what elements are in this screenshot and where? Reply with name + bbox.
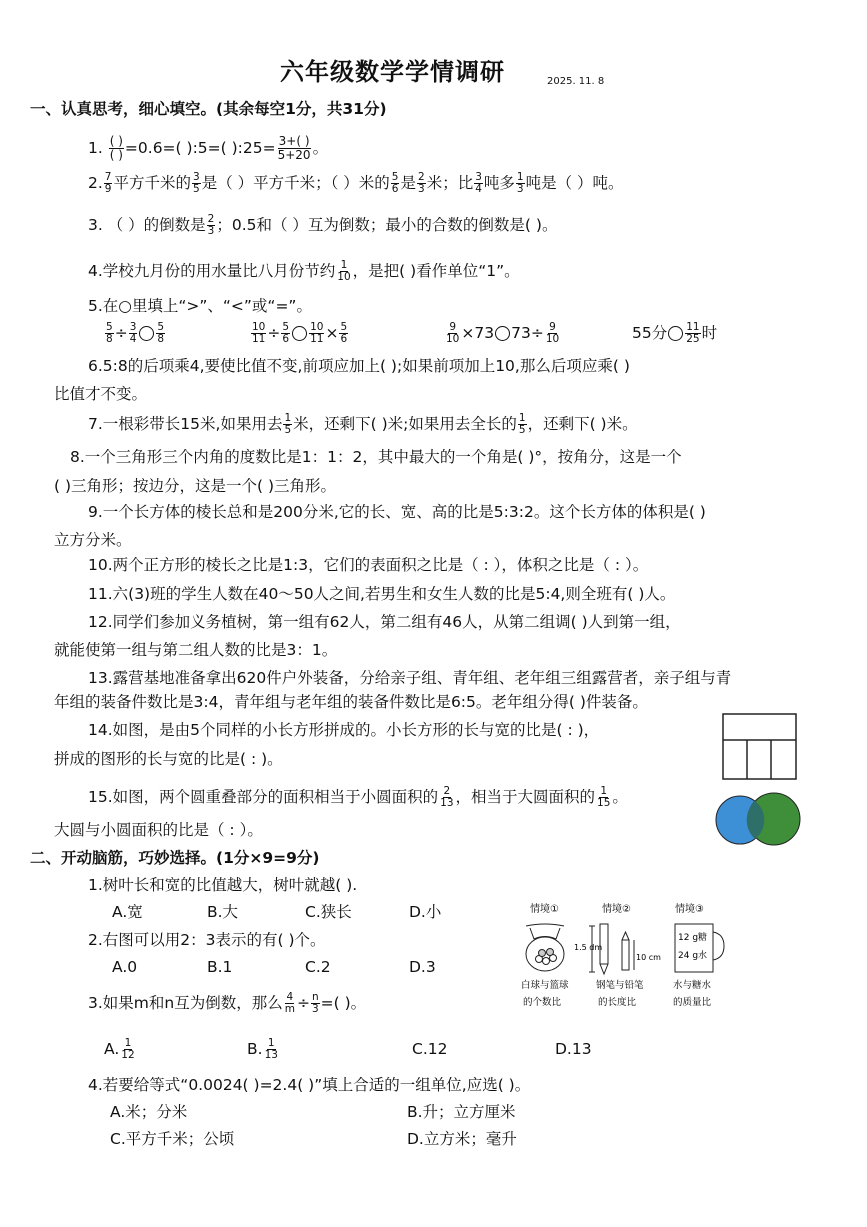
cup-icon [675,924,724,972]
scene-3-sugar: 12 g糖 [678,933,708,943]
choice-question-2: 2.右图可以用2：3表示的有( )个。 [88,931,326,949]
fraction: $\frac{( )}{( )}$ [109,134,123,162]
option-a[interactable]: A.米；分米 [110,1103,188,1121]
option-b[interactable]: B.大 [207,903,239,921]
question-13-line-2: 年组的装备件数比是3:4，青年组与老年组的装备件数比是6:5。老年组分得( )件装备。 [54,693,648,711]
question-14-line-1: 14.如图，是由5个同样的小长方形拼成的。小长方形的长与宽的比是( : )， [88,721,600,739]
option-a[interactable]: A.0 [112,958,138,976]
scene-2-label: 情境② [602,904,631,915]
choice-question-4: 4.若要给等式“0.0024( )=2.4( )”填上合适的一组单位,应选( )。 [88,1076,531,1094]
answer-circle[interactable] [139,326,154,341]
scenes-figure [512,898,737,1016]
question-4: 4.学校九月份的用水量比八月份节约 $\frac{1}{10}$ ，是把( )看作单位“1”。 [88,259,520,283]
option-a[interactable]: A. $\frac{1}{12}$ [104,1037,135,1061]
scene-1-caption-line-2: 的个数比 [523,997,562,1008]
question-3: 3. （ ）的倒数是 $\frac{2}{3}$ ；0.5和（ ）互为倒数；最小的合数的倒数是( )。 [88,213,558,237]
question-2: 2. $\frac{7}{9}$ 平方千米的 $\frac{3}{5}$ 是（ ）平方千米；（ ）米的 $\frac{5}{6}$ 是 $\frac{2}{3}$ 米；比 $\frac{3}{4}$ 吨多 $\frac{1}{3}$ 吨是（ ）吨。 [88,171,624,195]
choice-question-1: 1.树叶长和宽的比值越大，树叶就越( ). [88,876,358,894]
overlapping-circles-figure [714,791,804,847]
question-10: 10.两个正方形的棱长之比是1:3，它们的表面积之比是（ : ），体积之比是（ : ）。 [88,556,649,574]
scene-3-caption-line-2: 的质量比 [673,997,712,1008]
scene-1-caption-line-1: 白球与篮球 [521,980,569,991]
scene-3-caption-line-1: 水与糖水 [673,980,712,991]
option-d[interactable]: D.3 [409,958,436,976]
question-1: 1. $\frac{( )}{( )}$ =0.6=( ):5=( ):25= $\frac{3+( )}{5+20}$ 。 [88,134,329,162]
answer-circle[interactable] [668,326,683,341]
option-c[interactable]: C.狭长 [305,903,352,921]
question-15-line-2: 大圆与小圆面积的比是（ : ）。 [54,821,263,839]
scene-3-label: 情境③ [675,904,704,915]
option-d[interactable]: D.13 [555,1040,592,1058]
fraction: $\frac{3+( )}{5+20}$ [277,134,311,162]
scene-2-pencil-length: 10 cm [636,953,661,962]
compare-expr-3: $\frac{9}{10}$ ×73 73÷ $\frac{9}{10}$ [446,321,560,345]
scene-3-water: 24 g水 [678,951,708,961]
question-12-line-2: 就能使第一组与第二组人数的比是3：1。 [54,641,338,659]
answer-circle[interactable] [495,326,510,341]
question-7: 7.一根彩带长15米,如果用去 $\frac{1}{5}$ 米，还剩下( )米;如果用去全长的 $\frac{1}{5}$ ，还剩下( )米。 [88,412,638,436]
question-11: 11.六(3)班的学生人数在40～50人之间,若男生和女生人数的比是5:4,则全班有( )人。 [88,585,676,603]
question-14-line-2: 拼成的图形的长与宽的比是( : )。 [54,750,283,768]
scene-2-caption-line-1: 钢笔与铅笔 [596,980,644,991]
question-9-line-1: 9.一个长方体的棱长总和是200分米,它的长、宽、高的比是5:3:2。这个长方体的体积是( ) [88,503,706,521]
page-title: 六年级数学学情调研 [280,58,505,86]
question-6-line-2: 比值才不变。 [54,385,148,403]
option-b[interactable]: B.升；立方厘米 [407,1103,516,1121]
question-13-line-1: 13.露营基地准备拿出620件户外装备，分给亲子组、青年组、老年组三组露营者，亲子组与青 [88,669,732,687]
answer-circle[interactable] [292,326,307,341]
option-c[interactable]: C.2 [305,958,331,976]
section-1-heading: 一、认真思考，细心填空。(其余每空1分，共31分) [30,100,387,118]
scene-1-label: 情境① [530,904,559,915]
option-b[interactable]: B.1 [207,958,233,976]
question-15: 15.如图，两个圆重叠部分的面积相当于小圆面积的 $\frac{2}{13}$ ，相当于大圆面积的 $\frac{1}{15}$ 。 [88,785,628,809]
scene-2-caption-line-2: 的长度比 [598,997,637,1008]
compare-expr-1: $\frac{5}{8}$ ÷ $\frac{3}{4}$ $\frac{5}{8}$ [106,321,165,345]
option-d[interactable]: D.小 [409,903,442,921]
question-6-line-1: 6.5:8的后项乘4,要使比值不变,前项应加上( );如果前项加上10,那么后项应乘( ) [88,357,630,375]
section-2-heading: 二、开动脑筋，巧妙选择。(1分×9=9分) [30,849,320,867]
compare-expr-4: 55分 $\frac{11}{25}$ 时 [632,321,718,345]
option-c[interactable]: C.12 [412,1040,448,1058]
rectangles-figure [722,713,798,781]
option-a[interactable]: A.宽 [112,903,143,921]
question-9-line-2: 立方分米。 [54,531,132,549]
option-d[interactable]: D.立方米；毫升 [407,1130,517,1148]
option-b[interactable]: B. $\frac{1}{13}$ [247,1037,278,1061]
option-c[interactable]: C.平方千米；公顷 [110,1130,235,1148]
question-8-line-1: 8.一个三角形三个内角的度数比是1：1：2，其中最大的一个角是( )°，按角分，这是一个 [70,448,682,466]
compare-expr-2: $\frac{10}{11}$ ÷ $\frac{5}{6}$ $\frac{10}{11}$ × $\frac{5}{6}$ [252,321,348,345]
ball-bag-icon [526,924,564,971]
exam-date: 2025. 11. 8 [547,76,605,87]
question-5: 5.在○里填上“>”、“<”或“=”。 [88,297,312,315]
scene-2-pen-length: 1.5 dm [574,943,603,952]
question-12-line-1: 12.同学们参加义务植树，第一组有62人，第二组有46人，从第二组调( )人到第一组， [88,613,681,631]
question-8-line-2: ( )三角形；按边分，这是一个( )三角形。 [54,477,337,495]
choice-question-3: 3.如果m和n互为倒数，那么 $\frac{4}{m}$ ÷ $\frac{n}{3}$ =( )。 [88,991,367,1015]
